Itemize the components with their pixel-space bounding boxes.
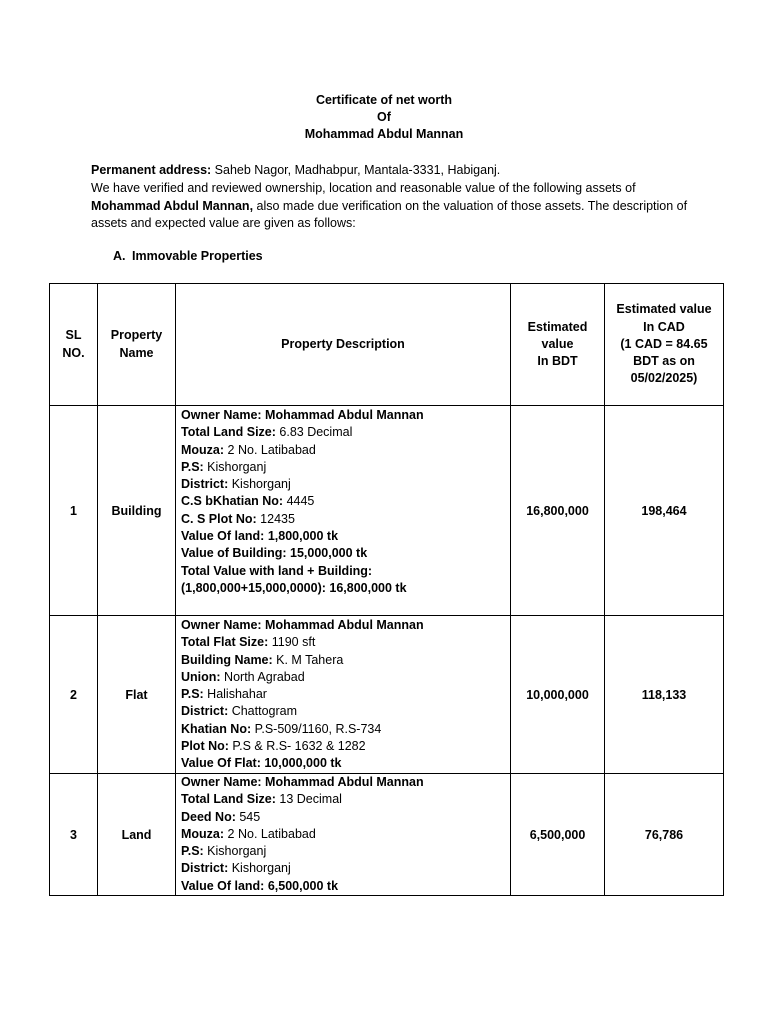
description-label: Plot No: — [181, 739, 229, 754]
description-label: Mouza: — [181, 826, 225, 841]
description-line — [181, 617, 510, 634]
description-line — [181, 424, 510, 441]
row-property-name: Flat — [98, 616, 176, 774]
description-value: K. M Tahera — [272, 652, 344, 667]
row-sl: 2 — [50, 616, 98, 774]
description-label: Khatian No: — [181, 721, 252, 736]
description-value: 6.83 Decimal — [275, 425, 353, 440]
description-label: Value Of Flat: 10,000,000 tk — [181, 756, 342, 771]
assets-table — [49, 283, 724, 896]
description-label: Building Name: — [181, 652, 273, 667]
description-line — [181, 738, 510, 755]
description-line — [181, 878, 510, 895]
address-label: Permanent address: — [91, 163, 212, 177]
header-estimated-cad: Estimated value In CAD (1 CAD = 84.65 BDT as on 05/02/2025) — [605, 284, 724, 406]
description-value: 2 No. Latibabad — [224, 442, 316, 457]
description-value: Kishorganj — [228, 477, 291, 492]
table-row — [50, 774, 724, 896]
row-value-bdt: 10,000,000 — [511, 616, 605, 774]
description-line — [181, 755, 510, 772]
description-line — [181, 669, 510, 686]
description-line — [181, 686, 510, 703]
description-label: Total Land Size: — [181, 792, 276, 807]
description-line — [181, 476, 510, 493]
description-line — [181, 580, 510, 597]
description-value: 4445 — [283, 494, 315, 509]
header-property-name: Property Name — [98, 284, 176, 406]
description-label: Value of Building: 15,000,000 tk — [181, 546, 368, 561]
description-label: C.S bKhatian No: — [181, 494, 284, 509]
description-value: Kishorganj — [203, 844, 267, 859]
description-line — [181, 860, 510, 877]
description-line — [181, 511, 510, 528]
description-value: Kishorganj — [228, 861, 291, 876]
description-line — [181, 634, 510, 651]
description-line — [181, 826, 510, 843]
row-property-name: Building — [98, 406, 176, 616]
row-value-bdt: 6,500,000 — [511, 774, 605, 896]
certificate-holder-name: Mohammad Abdul Mannan — [304, 127, 464, 141]
description-label: Value Of land: 1,800,000 tk — [181, 529, 339, 544]
row-sl: 1 — [50, 406, 98, 616]
table-row — [50, 616, 724, 774]
description-value: 12435 — [256, 511, 295, 526]
description-label: Owner Name: Mohammad Abdul Mannan — [181, 408, 424, 422]
description-label: C. S Plot No: — [181, 511, 257, 526]
description-line — [181, 703, 510, 720]
description-label: P.S: — [181, 459, 204, 474]
row-value-cad: 76,786 — [605, 774, 724, 896]
description-value: 13 Decimal — [275, 792, 342, 807]
table-header-row — [50, 284, 724, 406]
description-line — [181, 545, 510, 562]
row-value-cad: 198,464 — [605, 406, 724, 616]
description-value: P.S-509/1160, R.S-734 — [251, 721, 382, 736]
row-sl: 3 — [50, 774, 98, 896]
row-value-cad: 118,133 — [605, 616, 724, 774]
certificate-title-of: Of — [377, 110, 391, 124]
header-estimated-bdt: Estimated value In BDT — [511, 284, 605, 406]
description-value: North Agrabad — [220, 669, 305, 684]
description-value: 545 — [235, 809, 261, 824]
row-property-description — [176, 774, 511, 896]
description-line — [181, 493, 510, 510]
description-line — [181, 442, 510, 459]
address-value: Saheb Nagor, Madhabpur, Mantala-3331, Habiganj. — [211, 163, 501, 177]
description-value: Kishorganj — [203, 459, 267, 474]
intro-paragraph — [91, 180, 691, 233]
description-label: Union: — [181, 669, 221, 684]
description-value: P.S & R.S- 1632 & 1282 — [228, 739, 366, 754]
description-value: Chattogram — [228, 704, 298, 719]
description-label: Owner Name: Mohammad Abdul Mannan — [181, 775, 424, 789]
description-value: 2 No. Latibabad — [224, 826, 316, 841]
description-value: 1190 sft — [268, 635, 316, 650]
description-label: District: — [181, 704, 229, 719]
description-line — [181, 809, 510, 826]
header-property-description: Property Description — [176, 284, 511, 406]
table-row — [50, 406, 724, 616]
intro-text-2: also made due verification on the valuation of those assets. The description of assets and expected value are given as follows: — [91, 198, 688, 230]
row-property-name: Land — [98, 774, 176, 896]
description-label: P.S: — [181, 687, 204, 702]
description-label: Value Of land: 6,500,000 tk — [181, 878, 339, 893]
intro-text-1: We have verified and reviewed ownership, location and reasonable value of the following assets of — [91, 181, 636, 195]
description-line — [181, 721, 510, 738]
permanent-address — [91, 162, 691, 180]
description-line — [181, 563, 510, 580]
description-line — [181, 459, 510, 476]
certificate-title: Certificate of net worth — [315, 93, 453, 107]
description-label: District: — [181, 861, 229, 876]
description-line — [181, 774, 510, 791]
description-label: P.S: — [181, 844, 204, 859]
section-letter: A. — [113, 249, 126, 263]
intro-name: Mohammad Abdul Mannan, — [91, 198, 254, 213]
description-label: Total Land Size: — [181, 425, 276, 440]
description-line — [181, 407, 510, 424]
description-value: Halishahar — [203, 687, 267, 702]
description-line — [181, 652, 510, 669]
description-line — [181, 843, 510, 860]
description-label: Total Flat Size: — [181, 635, 269, 650]
description-label: Total Value with land + Building: — [181, 563, 373, 578]
description-label: (1,800,000+15,000,0000): 16,800,000 tk — [181, 580, 407, 595]
description-label: Mouza: — [181, 442, 225, 457]
description-line — [181, 528, 510, 545]
row-value-bdt: 16,800,000 — [511, 406, 605, 616]
description-line — [181, 791, 510, 808]
description-label: District: — [181, 477, 229, 492]
row-property-description — [176, 406, 511, 616]
section-title: Immovable Properties — [132, 249, 263, 263]
description-label: Owner Name: Mohammad Abdul Mannan — [181, 618, 424, 632]
section-heading — [113, 248, 263, 266]
row-property-description — [176, 616, 511, 774]
description-label: Deed No: — [181, 809, 236, 824]
header-sl: SL NO. — [50, 284, 98, 406]
